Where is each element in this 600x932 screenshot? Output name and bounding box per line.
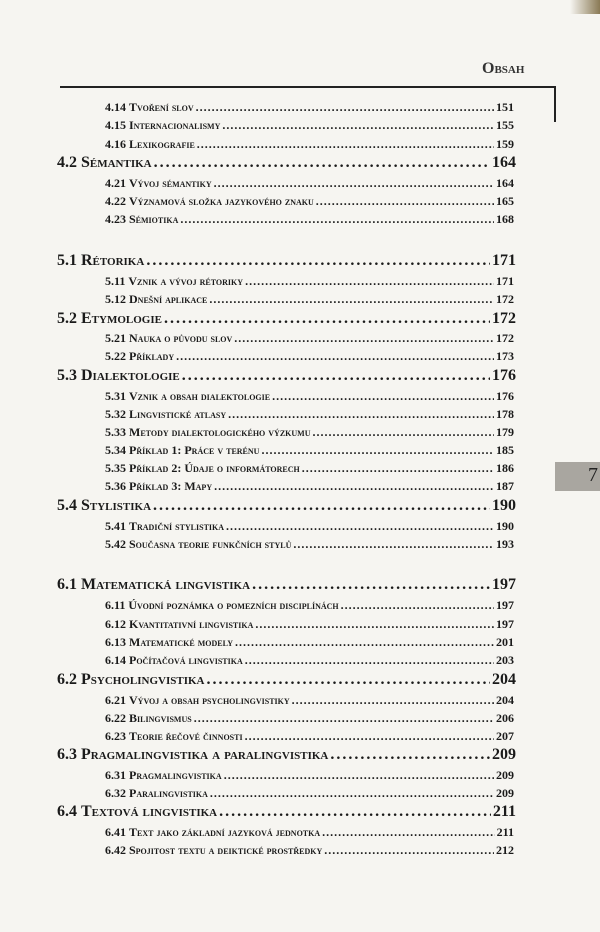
toc-entry-title: Teorie řečové činnosti [129,729,243,743]
toc-dot-leader [226,519,494,534]
toc-entry [105,693,514,708]
toc-dot-leader [245,729,494,744]
toc-entry-number: 6.31 [105,768,126,782]
toc-dot-leader [255,617,494,632]
toc-entry-page: 211 [496,825,514,839]
toc-entry [105,176,514,191]
toc-entry-number: 5.41 [105,519,126,533]
toc-entry [57,497,516,515]
toc-dot-leader [330,746,490,764]
toc-entry-number: 5.42 [105,537,126,551]
toc-entry-page: 172 [496,331,514,345]
toc-entry [57,671,516,689]
toc-entry-number: 6.41 [105,825,126,839]
toc-dot-leader [302,461,494,476]
toc-entry-page: 155 [496,118,514,132]
toc-entry-number: 6.4 [57,803,77,820]
toc-entry-title: Příklad 3: Mapy [129,479,213,493]
chapter-thumb-tab [555,462,600,491]
toc-entry-number: 6.13 [105,635,126,649]
toc-entry-number: 5.1 [57,252,77,269]
toc-dot-leader [214,176,494,191]
toc-entry-number: 4.16 [105,137,126,151]
toc-entry [105,425,514,440]
toc-entry-number: 4.15 [105,118,126,132]
toc-entry-title: Vznik a vývoj rétoriky [128,274,244,288]
toc-entry-page: 151 [496,100,514,114]
toc-entry [105,443,514,458]
toc-dot-leader [206,671,490,689]
toc-entry [57,746,516,764]
toc-entry-page: 173 [496,349,514,363]
toc-entry-title: Metody dialektologického výzkumu [129,425,311,439]
toc-entry-page: 201 [496,635,514,649]
toc-entry-page: 212 [496,843,514,857]
toc-entry [105,292,514,307]
toc-entry [105,274,514,289]
toc-entry [57,803,516,821]
toc-dot-leader [176,349,494,364]
toc-entry-page: 171 [496,274,514,288]
toc-entry-number: 5.33 [105,425,126,439]
toc-entry-page: 190 [496,519,514,533]
toc-entry [105,843,514,858]
toc-entry-page: 197 [496,617,514,631]
toc-entry [105,194,514,209]
toc-entry-title: Rétorika [81,252,145,269]
toc-entry-page: 164 [496,176,514,190]
toc-entry [105,100,514,115]
toc-entry-number: 4.14 [105,100,126,114]
toc-dot-leader [341,598,494,613]
toc-entry-title: Dialektologie [81,367,180,384]
toc-entry-number: 6.32 [105,786,126,800]
toc-entry [57,576,516,594]
toc-entry-title: Kvantitativní lingvistika [129,617,254,631]
toc-entry-title: Spojitost textu a deiktické prostředky [129,843,323,857]
toc-entry-page: 197 [492,576,516,593]
toc-entry-page: 209 [492,746,516,763]
toc-entry [105,768,514,783]
toc-dot-leader [153,497,490,515]
toc-dot-leader [261,443,494,458]
toc-entry [57,252,516,270]
toc-entry-page: 185 [496,443,514,457]
toc-entry-title: Tradiční stylistika [129,519,225,533]
toc-entry-number: 5.21 [105,331,126,345]
toc-entry-page: 209 [496,768,514,782]
page-header-title: Obsah [482,60,525,77]
toc-entry-number: 6.2 [57,671,77,688]
toc-entry-title: Příklady [129,349,175,363]
toc-entry-number: 5.35 [105,461,126,475]
toc-entry [105,389,514,404]
toc-entry-page: 165 [496,194,514,208]
toc-entry-page: 186 [496,461,514,475]
chapter-thumb-tab-label: 7 [588,464,598,486]
toc-dot-leader [313,425,494,440]
toc-dot-leader [322,825,495,840]
toc-dot-leader [245,274,494,289]
toc-entry-page: 204 [492,671,516,688]
toc-entry [105,635,514,650]
toc-dot-leader [224,768,494,783]
toc-entry [105,349,514,364]
toc-entry-number: 6.22 [105,711,126,725]
toc-entry-title: Příklad 1: Práce v terénu [129,443,260,457]
toc-entry-title: Paralingvistika [129,786,208,800]
toc-entry [105,407,514,422]
toc-entry-title: Významová složka jazykového znaku [129,194,314,208]
toc-entry-page: 211 [492,803,516,820]
toc-dot-leader [292,693,494,708]
toc-entry [105,711,514,726]
toc-entry-title: Lexikografie [129,137,195,151]
toc-entry [105,519,514,534]
toc-dot-leader [214,479,494,494]
toc-entry [105,479,514,494]
toc-entry-title: Současna teorie funkčních stylů [129,537,292,551]
toc-entry-number: 6.21 [105,693,126,707]
toc-entry-page: 176 [492,367,516,384]
toc-entry-title: Lingvistické atlasy [129,407,227,421]
toc-entry-title: Textová lingvistika [81,803,218,820]
toc-entry [105,786,514,801]
header-rule-vertical [554,86,556,122]
toc-entry-page: 187 [496,479,514,493]
toc-entry-number: 5.32 [105,407,126,421]
toc-entry [105,825,514,840]
toc-dot-leader [164,310,490,328]
toc-dot-leader [234,331,494,346]
toc-entry-number: 5.3 [57,367,77,384]
toc-entry-number: 6.42 [105,843,126,857]
toc-entry-number: 6.12 [105,617,126,631]
toc-dot-leader [197,137,494,152]
toc-dot-leader [209,292,494,307]
toc-entry-title: Nauka o původu slov [129,331,233,345]
toc-entry-page: 204 [496,693,514,707]
toc-dot-leader [272,389,494,404]
toc-dot-leader [235,635,494,650]
toc-entry-page: 172 [496,292,514,306]
toc-entry-title: Matematické modely [129,635,233,649]
toc-entry-title: Internacionalismy [129,118,221,132]
toc-entry-title: Vývoj a obsah psycholingvistiky [129,693,290,707]
toc-entry-number: 4.2 [57,154,77,171]
toc-dot-leader [228,407,494,422]
toc-dot-leader [293,537,494,552]
toc-entry-number: 5.11 [105,274,126,288]
toc-entry [57,310,516,328]
toc-entry-page: 207 [496,729,514,743]
toc-dot-leader [182,367,490,385]
toc-entry-title: Matematická lingvistika [81,576,251,593]
toc-entry [105,331,514,346]
toc-entry-page: 171 [492,252,516,269]
toc-entry [105,537,514,552]
toc-entry [105,118,514,133]
toc-dot-leader [210,786,494,801]
toc-entry-number: 6.14 [105,653,126,667]
toc-dot-leader [316,194,494,209]
toc-entry-title: Bilingvismus [129,711,192,725]
toc-entry-title: Příklad 2: Údaje o informátorech [129,461,300,475]
toc-entry [105,212,514,227]
toc-entry-title: Tvoření slov [129,100,194,114]
toc-entry [105,598,514,613]
toc-entry [105,137,514,152]
toc-dot-leader [194,711,494,726]
toc-dot-leader [146,252,490,270]
toc-entry-page: 190 [492,497,516,514]
toc-entry-title: Pragmalingvistika [129,768,222,782]
page-corner-shadow [570,0,600,14]
toc-entry-number: 4.21 [105,176,126,190]
toc-entry-page: 203 [496,653,514,667]
header-rule [60,86,556,88]
toc-entry-number: 5.12 [105,292,126,306]
toc-dot-leader [222,118,494,133]
toc-entry-title: Dnešní aplikace [129,292,208,306]
toc-entry-title: Sémiotika [129,212,179,226]
toc-entry-page: 193 [496,537,514,551]
toc-entry-title: Vznik a obsah dialektologie [129,389,271,403]
toc-dot-leader [154,154,490,172]
toc-entry-page: 206 [496,711,514,725]
toc-dot-leader [196,100,494,115]
toc-entry-number: 5.22 [105,349,126,363]
toc-entry-number: 6.3 [57,746,77,763]
toc-entry-title: Sémantika [81,154,152,171]
toc-entry-page: 168 [496,212,514,226]
toc-entry-page: 179 [496,425,514,439]
toc-entry-page: 164 [492,154,516,171]
toc-dot-leader [324,843,494,858]
toc-entry-title: Etymologie [81,310,162,327]
toc-entry [57,367,516,385]
toc-entry-number: 5.4 [57,497,77,514]
toc-entry-number: 6.1 [57,576,77,593]
toc-entry-page: 178 [496,407,514,421]
toc-entry-title: Text jako základní jazyková jednotka [129,825,321,839]
toc-entry-title: Počítačová lingvistika [129,653,243,667]
toc-entry-number: 5.34 [105,443,126,457]
toc-entry-title: Stylistika [81,497,152,514]
toc-entry-page: 176 [496,389,514,403]
toc-entry-title: Pragmalingvistika a paralingvistika [81,746,329,763]
toc-dot-leader [219,803,491,821]
toc-dot-leader [252,576,490,594]
toc-entry [105,729,514,744]
toc-entry-page: 209 [496,786,514,800]
toc-entry-title: Vývoj sémantiky [129,176,212,190]
toc-entry-title: Psycholingvistika [81,671,205,688]
toc-entry-number: 4.23 [105,212,126,226]
toc-entry-number: 5.36 [105,479,126,493]
toc-entry [57,154,516,172]
toc-entry-number: 4.22 [105,194,126,208]
toc-entry-title: Úvodní poznámka o pomezních disciplínách [128,598,339,612]
toc-entry-number: 5.2 [57,310,77,327]
toc-entry-number: 6.23 [105,729,126,743]
toc-entry-page: 197 [496,598,514,612]
toc-dot-leader [180,212,494,227]
toc-entry-number: 6.11 [105,598,126,612]
toc-entry [105,617,514,632]
toc-entry-number: 5.31 [105,389,126,403]
toc-dot-leader [245,653,494,668]
toc-entry-page: 159 [496,137,514,151]
toc-entry [105,653,514,668]
toc-entry [105,461,514,476]
toc-entry-page: 172 [492,310,516,327]
